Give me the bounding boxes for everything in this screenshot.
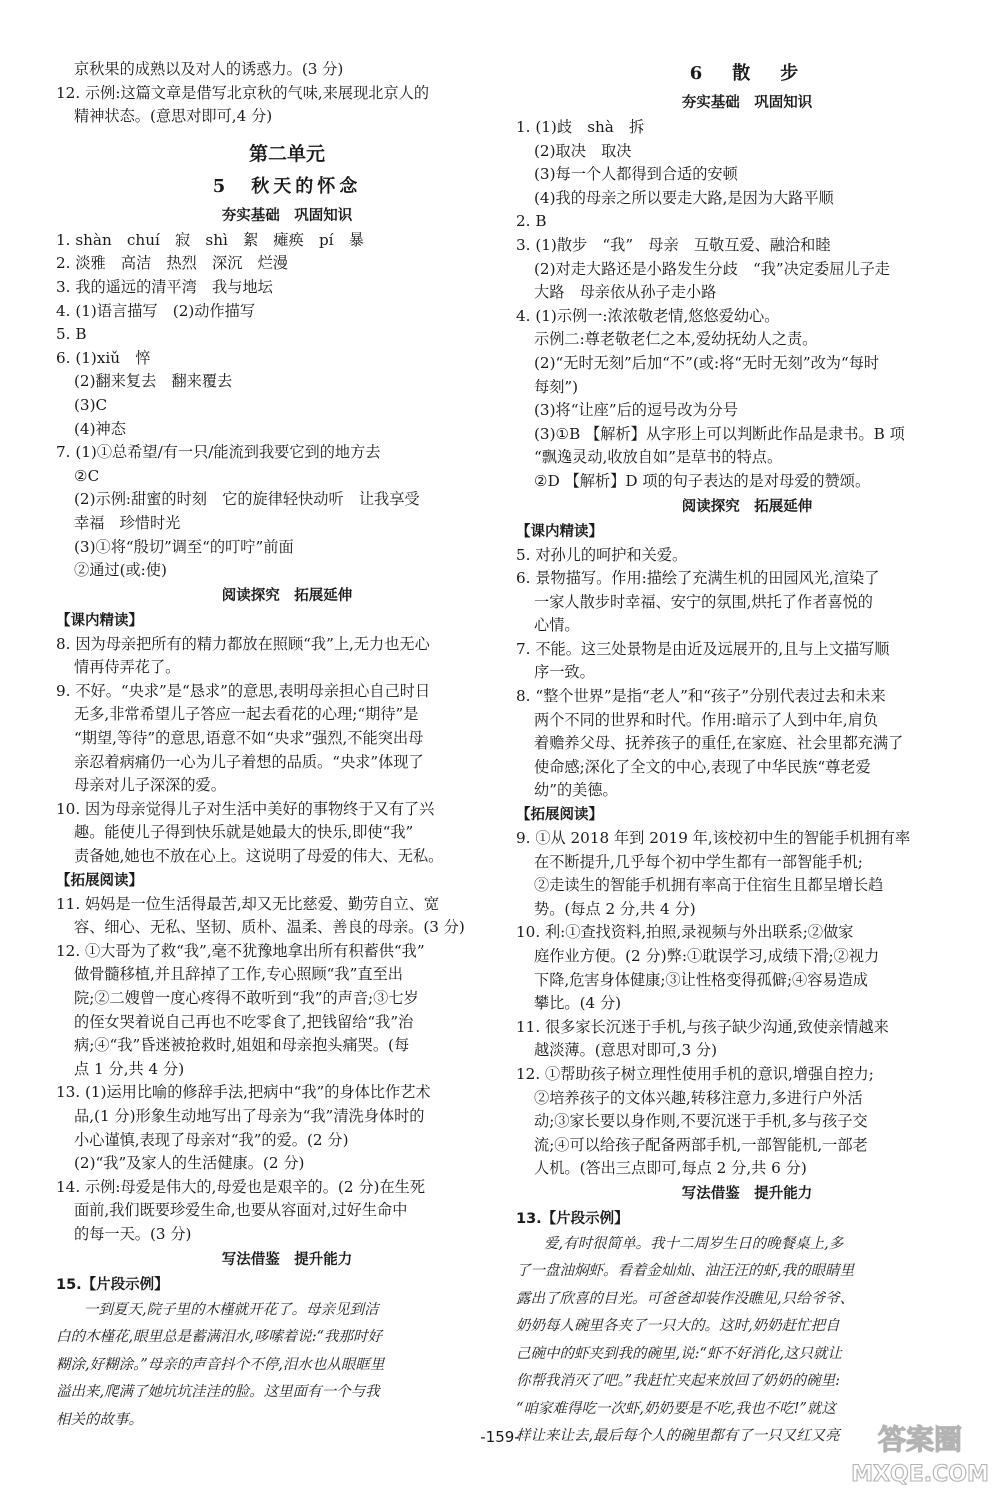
watermark-logo bbox=[840, 1413, 990, 1489]
answer-line: (3)C bbox=[74, 395, 108, 414]
answer-line: ②走读生的智能手机拥有率高于住宿生且都呈增长趋 bbox=[534, 876, 884, 895]
answer-line: “飘逸灵动,收放自如”是草书的特点。 bbox=[534, 448, 783, 467]
answer-line: (4)我的母亲之所以要走大路,是因为大路平顺 bbox=[534, 188, 834, 207]
answer-line: 越淡薄。(意思对即可,3 分) bbox=[534, 1041, 718, 1060]
answer-line: 3. 我的遥远的清平湾 我与地坛 bbox=[56, 277, 273, 296]
answer-line: 容、细心、无私、坚韧、质朴、温柔、善良的母亲。(3 分) bbox=[74, 918, 465, 937]
essay-line: 相关的故事。 bbox=[56, 1411, 143, 1428]
answer-line: 12. ①大哥为了救“我”,毫不犹豫地拿出所有积蓄供“我” bbox=[56, 941, 425, 960]
section-tag: 【课内精读】 bbox=[516, 523, 603, 540]
essay-line: 己碗中的虾夹到我的碗里,说:“虾不好消化,这只就让 bbox=[516, 1345, 843, 1362]
answer-line: (3)①将“殷切”调至“的叮咛”前面 bbox=[74, 537, 294, 556]
section-heading: 阅读探究 拓展延伸 bbox=[681, 498, 813, 515]
answer-line: (2)“我”及家人的生活健康。(2 分) bbox=[74, 1154, 305, 1173]
answer-line: 8. “整个世界”是指“老人”和“孩子”分别代表过去和未来 bbox=[516, 687, 886, 706]
answer-line: 品,(1 分)形象生动地写出了母亲为“我”清洗身体时的 bbox=[74, 1106, 425, 1125]
answer-line: 无多,非常希望儿子答应一起去看花的心理;“期待”是 bbox=[74, 705, 419, 724]
essay-line: 奶奶每人碗里各夹了一只大的。这时,奶奶赶忙把自 bbox=[516, 1318, 840, 1335]
answer-line: 做骨髓移植,并且辞掉了工作,专心照顾“我”直至出 bbox=[74, 965, 403, 984]
watermark-text-bottom: MXQE.COM bbox=[851, 1462, 989, 1487]
answer-line: 人机。(答出三点即可,每点 2 分,共 6 分) bbox=[534, 1159, 807, 1178]
answer-line: 庭作业方便。(2 分)弊:①耽误学习,成绩下滑;②视力 bbox=[534, 947, 880, 965]
section-tag: 【课内精读】 bbox=[56, 612, 143, 629]
answer-line: ②C bbox=[74, 466, 100, 485]
answer-line: 12. ①帮助孩子树立理性使用手机的意识,增强自控力; bbox=[516, 1064, 874, 1083]
answer-line: 的侄女哭着说自己再也不吃零食了,把钱留给“我”治 bbox=[74, 1012, 414, 1031]
lesson-title: 5 秋天的怀念 bbox=[212, 175, 362, 197]
answer-line: (3)①B 【解析】从字形上可以判断此作品是隶书。B 项 bbox=[534, 424, 905, 443]
answer-line: 幸福 珍惜时光 bbox=[74, 513, 181, 532]
answer-line: 12. 示例:这篇文章是借写北京秋的气味,来展现北京人的 bbox=[56, 83, 430, 102]
answer-line: ②D 【解析】D 项的句子表达的是对母爱的赞颂。 bbox=[534, 471, 871, 490]
section-tag: 13.【片段示例】 bbox=[516, 1210, 629, 1227]
lesson-title: 6 散 步 bbox=[689, 63, 805, 84]
answer-line: 2. 淡雅 高洁 热烈 深沉 烂漫 bbox=[56, 254, 288, 273]
answer-line: “期望,等待”的意思,语意不如“央求”强烈,不能突出母 bbox=[74, 729, 424, 748]
answer-line: 点 1 分,共 4 分) bbox=[74, 1059, 185, 1078]
answer-line: 使命感;深化了全文的中心,表现了中华民族“尊老爱 bbox=[534, 757, 871, 776]
answer-line: 每刻”) bbox=[534, 377, 579, 396]
answer-line: 5. B bbox=[56, 325, 87, 344]
answer-line: (2)示例:甜蜜的时刻 它的旋律轻快动听 让我享受 bbox=[74, 490, 420, 509]
answer-line: 面前,我们既要珍爱生命,也要从容面对,过好生命中 bbox=[74, 1201, 408, 1220]
essay-line: “咱家难得吃一次虾,奶奶要是不吃,我也不吃!”就这 bbox=[516, 1400, 836, 1417]
answer-line: 10. 因为母亲觉得儿子对生活中美好的事物终于又有了兴 bbox=[56, 799, 435, 818]
answer-line: 精神状态。(意思对即可,4 分) bbox=[74, 107, 273, 126]
answer-line: ②培养孩子的文体兴趣,转移注意力,多进行户外活 bbox=[534, 1088, 863, 1107]
answer-line: (2)“无时无刻”后加“不”(或:将“无时无刻”改为“每时 bbox=[534, 353, 880, 372]
essay-line: 一到夏天,院子里的木槿就开花了。母亲见到洁 bbox=[84, 1301, 379, 1318]
answer-line: 在不断提升,几乎每个初中学生都有一部智能手机; bbox=[534, 852, 863, 871]
section-tag: 【拓展阅读】 bbox=[56, 872, 143, 889]
answer-line: 序一致。 bbox=[534, 663, 595, 682]
answer-line: 9. ①从 2018 年到 2019 年,该校初中生的智能手机拥有率 bbox=[516, 829, 911, 848]
answer-line: 大路 母亲依从孙子走小路 bbox=[534, 283, 717, 302]
answer-line: (2)翻来复去 翻来覆去 bbox=[74, 372, 233, 391]
essay-line: 白的木槿花,眼里总是蓄满泪水,哆嗦着说:“我那时好 bbox=[56, 1329, 383, 1346]
essay-line: 了一盘油焖虾。看着金灿灿、油汪汪的虾,我的眼睛里 bbox=[516, 1263, 855, 1280]
answer-line: 情再侍弄花了。 bbox=[74, 658, 181, 677]
answer-line: 10. 利:①查找资料,拍照,录视频与外出联系;②做家 bbox=[516, 923, 854, 942]
answer-line: 11. 妈妈是一位生活得最苦,却又无比慈爱、勤劳自立、宽 bbox=[56, 894, 440, 913]
answer-line: 流;④可以给孩子配备两部手机,一部智能机,一部老 bbox=[534, 1135, 868, 1154]
answer-line: 14. 示例:母爱是伟大的,母爱也是艰辛的。(2 分)在生死 bbox=[56, 1177, 426, 1196]
section-heading: 阅读探究 拓展延伸 bbox=[221, 587, 353, 604]
answer-line: (2)取决 取决 bbox=[534, 141, 632, 160]
essay-line: 溢出来,爬满了她坑坑洼洼的脸。这里面有一个与我 bbox=[56, 1384, 380, 1401]
essay-sample bbox=[56, 1297, 518, 1435]
answer-line: 幼”的美德。 bbox=[534, 781, 618, 800]
essay-line: 糊涂,好糊涂。”母亲的声音抖个不停,泪水也从眼眶里 bbox=[56, 1356, 385, 1373]
answer-line: 4. (1)示例一:浓浓敬老情,悠悠爱幼心。 bbox=[516, 306, 780, 325]
essay-line: 你帮我消灭了吧。”我赶忙夹起来放回了奶奶的碗里: bbox=[516, 1373, 841, 1390]
answer-line: 下降,危害身体健康;③让性格变得孤僻;④容易造成 bbox=[534, 970, 868, 989]
answer-line: 2. B bbox=[516, 212, 547, 231]
answer-line: 7. (1)①总希望/有一只/能流到我要它到的地方去 bbox=[56, 443, 381, 462]
page-number: -159- bbox=[480, 1428, 520, 1446]
answer-line: 5. 对孙儿的呵护和关爱。 bbox=[516, 545, 688, 564]
answer-line: 13. (1)运用比喻的修辞手法,把病中“我”的身体比作艺术 bbox=[56, 1083, 431, 1102]
answer-line: 京秋果的成熟以及对人的诱惑力。(3 分) bbox=[74, 60, 344, 78]
left-column bbox=[56, 58, 518, 1434]
answer-line: 动;③家长要以身作则,不要沉迷于手机,多与孩子交 bbox=[534, 1112, 868, 1131]
answer-line: (3)将“让座”后的逗号改为分号 bbox=[534, 401, 739, 420]
essay-line: 露出了欣喜的目光。可爸爸却装作没瞧见,只给爷爷、 bbox=[516, 1290, 855, 1307]
section-heading: 夯实基础 巩固知识 bbox=[221, 207, 353, 224]
answer-line: 8. 因为母亲把所有的精力都放在照顾“我”上,无力也无心 bbox=[56, 634, 430, 653]
answer-line: 病;④“我”昏迷被抢救时,姐姐和母亲抱头痛哭。(每 bbox=[74, 1036, 410, 1055]
section-tag: 【拓展阅读】 bbox=[516, 807, 603, 824]
answer-line: 趣。能使儿子得到快乐就是她最大的快乐,即使“我” bbox=[74, 823, 414, 842]
answer-line: (4)神态 bbox=[74, 419, 126, 438]
answer-line: 11. 很多家长沉迷于手机,与孩子缺少沟通,致使亲情越来 bbox=[516, 1017, 889, 1036]
answer-line: 6. 景物描写。作用:描绘了充满生机的田园风光,渲染了 bbox=[516, 569, 880, 588]
answer-line: 两个不同的世界和时代。作用:暗示了人到中年,肩负 bbox=[534, 710, 879, 729]
section-heading: 写法借鉴 提升能力 bbox=[681, 1185, 813, 1202]
answer-line: (3)每一个人都得到合适的安顿 bbox=[534, 165, 738, 184]
answer-line: 责备她,她也不放在心上。这说明了母爱的伟大、无私。 bbox=[74, 847, 444, 866]
answer-line: 亲忍着病痛仍一心为儿子着想的品质。“央求”体现了 bbox=[74, 752, 424, 771]
watermark-text-top: 答案圈 bbox=[877, 1423, 963, 1456]
answer-line: 1. (1)歧 shà 拆 bbox=[516, 118, 645, 136]
answer-line: 9. 不好。“央求”是“恳求”的意思,表明母亲担心自己时日 bbox=[56, 681, 431, 700]
answer-line: 着赡养父母、抚养孩子的重任,在家庭、社会里都充满了 bbox=[534, 734, 904, 753]
answer-line: 示例二:尊老敬老仁之本,爱幼抚幼人之责。 bbox=[534, 330, 818, 349]
section-tag: 15.【片段示例】 bbox=[56, 1276, 169, 1293]
essay-line: 爱,有时很简单。我十二周岁生日的晚餐桌上,多 bbox=[544, 1235, 844, 1252]
section-heading: 夯实基础 巩固知识 bbox=[681, 95, 813, 111]
unit-heading: 第二单元 bbox=[248, 142, 325, 165]
answer-line: 院;②二嫂曾一度心疼得不敢听到“我”的声音;③七岁 bbox=[74, 989, 419, 1007]
essay-line: 样让来让去,最后每个人的碗里都有了一只又红又亮 bbox=[516, 1428, 840, 1445]
answer-line: (2)对走大路还是小路发生分歧 “我”决定委屈儿子走 bbox=[534, 259, 890, 278]
section-heading: 写法借鉴 提升能力 bbox=[221, 1251, 353, 1268]
answer-line: 母亲对儿子深深的爱。 bbox=[74, 776, 226, 795]
answer-line: 心情。 bbox=[534, 616, 580, 635]
answer-line: 小心谨慎,表现了母亲对“我”的爱。(2 分) bbox=[74, 1130, 349, 1149]
answer-line: 3. (1)散步 “我” 母亲 互敬互爱、融洽和睦 bbox=[516, 235, 831, 254]
answer-line: 6. (1)xiǔ 悴 bbox=[56, 348, 151, 367]
answer-line: 势。(每点 2 分,共 4 分) bbox=[534, 899, 696, 918]
answer-line: 4. (1)语言描写 (2)动作描写 bbox=[56, 301, 256, 320]
answer-line: ②通过(或:使) bbox=[74, 561, 167, 580]
answer-line: 攀比。(4 分) bbox=[534, 994, 622, 1013]
right-column bbox=[516, 58, 978, 1451]
answer-line: 1. shàn chuí 寂 shì 絮 瘫痪 pí 暴 bbox=[56, 230, 364, 249]
answer-line: 的每一天。(3 分) bbox=[74, 1224, 192, 1243]
answer-line: 7. 不能。这三处景物是由近及远展开的,且与上文描写顺 bbox=[516, 639, 890, 658]
answer-line: 一家人散步时幸福、安宁的氛围,烘托了作者喜悦的 bbox=[534, 592, 873, 611]
